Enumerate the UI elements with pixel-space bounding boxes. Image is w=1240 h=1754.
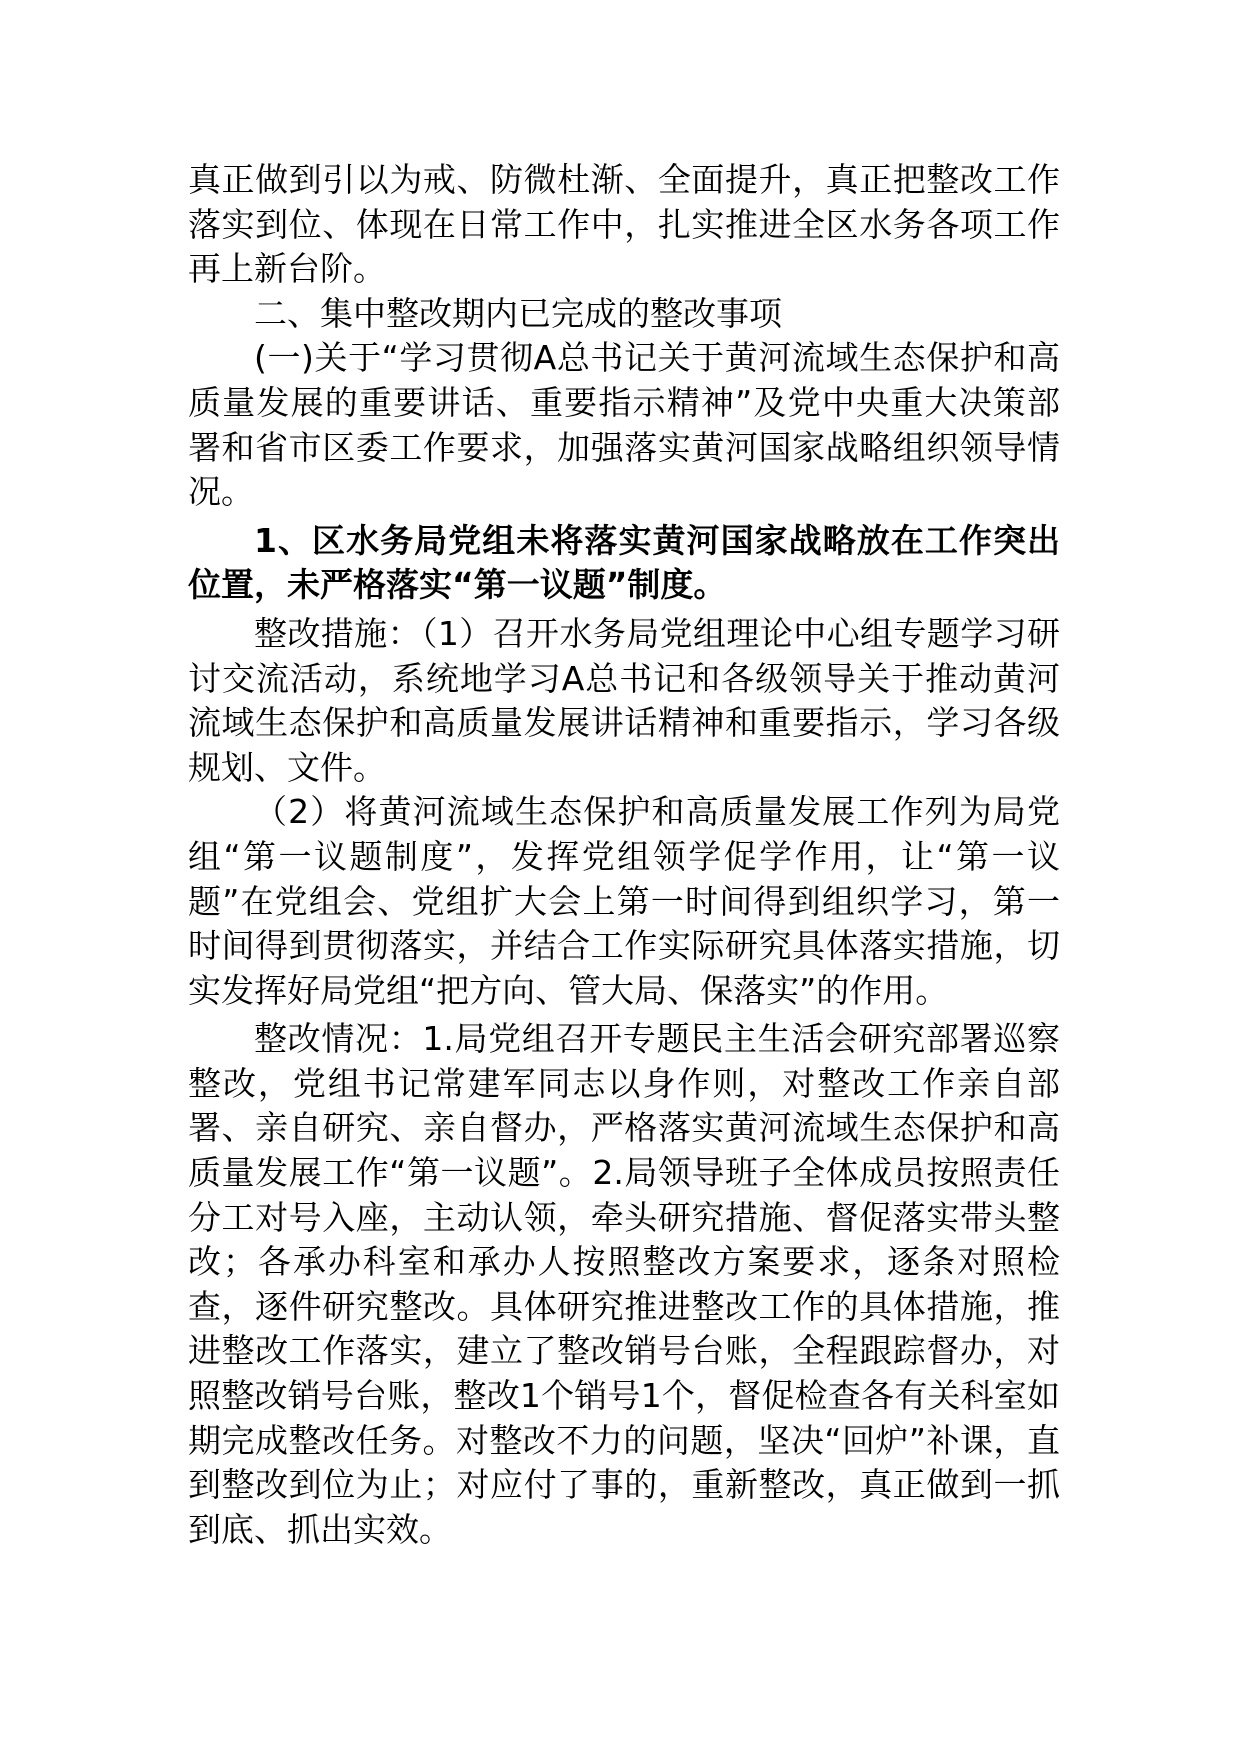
issue-heading: 1、区水务局党组未将落实黄河国家战略放在工作突出位置，未严格落实“第一议题”制度。	[188, 520, 1060, 605]
section-heading: 二、集中整改期内已完成的整改事项	[254, 293, 782, 333]
rectification-status: 整改情况：1.局党组召开专题民主生活会研究部署巡察整改，党组书记常建军同志以身作则，对整改工作亲自部署、亲自研究、亲自督办，严格落实黄河流域生态保护和高质量发展工作“第一议题”。2.局领导班子全体成员按照责任分工对号入座，主动认领，牵头研究措施、督促落实带头整改；各承办科室和承办人按照整改方案要求，逐条对照检查，逐件研究整改。具体研究推进整改工作的具体措施，推进整改工作落实，建立了整改销号台账，全程跟踪督办，对照整改销号台账，整改1个销号1个，督促检查各有关科室如期完成整改任务。对整改不力的问题，坚决“回炉”补课，直到整改到位为止；对应付了事的，重新整改，真正做到一抓到底、抓出实效。	[188, 1019, 1060, 1549]
subsection-heading: (一)关于“学习贯彻A总书记关于黄河流域生态保护和高质量发展的重要讲话、重要指示精神”及党中央重大决策部署和省市区委工作要求，加强落实黄河国家战略组织领导情况。	[188, 338, 1060, 512]
rectification-measures: 整改措施：（1）召开水务局党组理论中心组专题学习研讨交流活动，系统地学习A总书记和各级领导关于推动黄河流域生态保护和高质量发展讲话精神和重要指示，学习各级规划、文件。	[188, 613, 1060, 787]
document-page	[188, 158, 1060, 1552]
paragraph-continuation: 真正做到引以为戒、防微杜渐、全面提升，真正把整改工作落实到位、体现在日常工作中，扎实推进全区水务各项工作再上新台阶。	[188, 160, 1060, 289]
rectification-measures-2: （2）将黄河流域生态保护和高质量发展工作列为局党组“第一议题制度”，发挥党组领学促学作用，让“第一议题”在党组会、党组扩大会上第一时间得到组织学习，第一时间得到贯彻落实，并结合工作实际研究具体落实措施，切实发挥好局党组“把方向、管大局、保落实”的作用。	[188, 792, 1060, 1010]
